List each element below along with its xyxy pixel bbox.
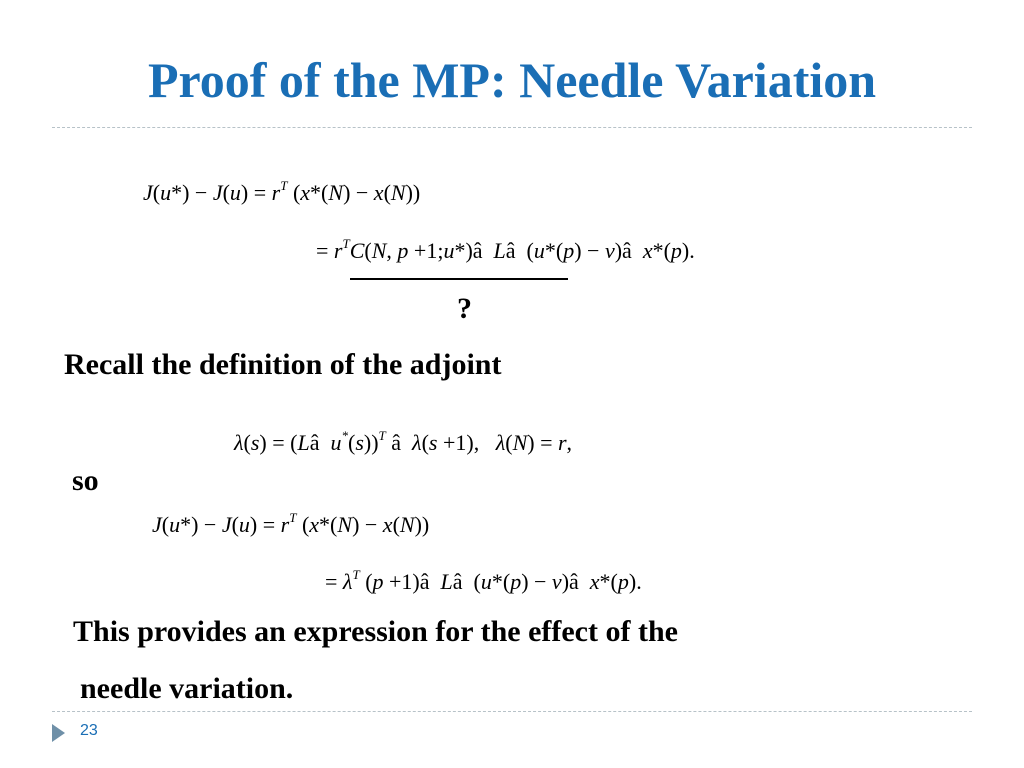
equation-1-line-1: $J(u*) - J(u) = r^T$ (x*(N) − x(N)) (143, 178, 421, 205)
so-text: so (72, 464, 99, 497)
question-mark: ? (457, 292, 472, 325)
conclusion-line-1: This provides an expression for the effect of the (73, 615, 678, 648)
equation-2-line-2: = $\lambda^T$ (p +1)â Lâ (u*(p) − v)â x*(p). (325, 567, 642, 594)
triangle-right-icon (52, 724, 65, 742)
footer-divider (52, 711, 972, 712)
recall-text: Recall the definition of the adjoint (64, 348, 502, 381)
equation-1-line-2: = $r^TC(N$, p +1;u*)â Lâ (u*(p) − v)â x*(p). (316, 236, 695, 263)
page-number: 23 (80, 722, 98, 739)
conclusion-line-2: needle variation. (80, 672, 294, 705)
adjoint-equation: λ(s) = (Lâ u*(s))$^T$ â λ(s +1), λ(N) = r, (234, 428, 573, 455)
title-divider (52, 127, 972, 128)
equation-2-line-1: $J(u*) - J(u) = r^T$ (x*(N) − x(N)) (152, 510, 430, 537)
slide-title: Proof of the MP: Needle Variation (147, 52, 877, 108)
underbrace-line (350, 278, 568, 280)
